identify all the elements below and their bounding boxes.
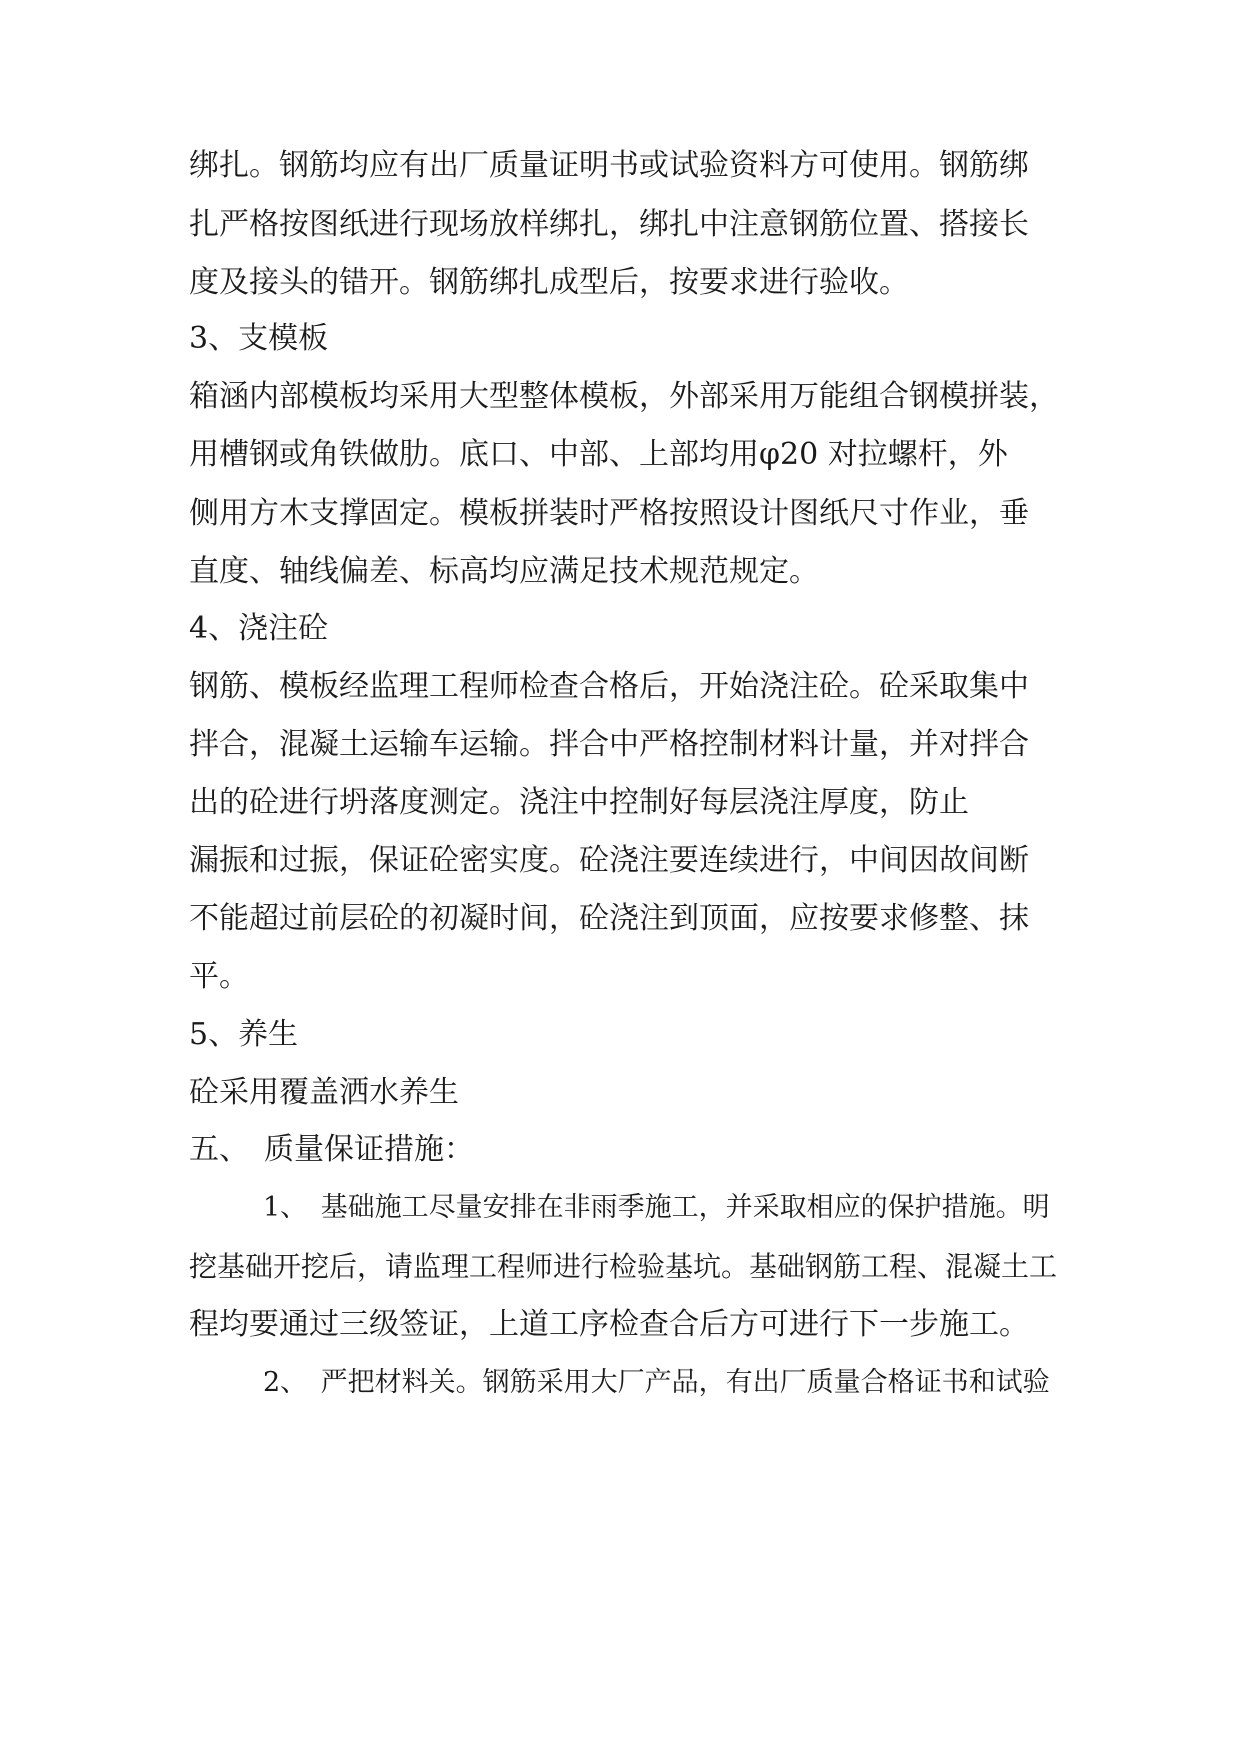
section-heading: 5、养生: [189, 1017, 299, 1052]
body-line: 扎严格按图纸进行现场放样绑扎，绑扎中注意钢筋位置、搭接长: [189, 207, 1029, 242]
body-line: 程均要通过三级签证，上道工序检查合后方可进行下一步施工。: [189, 1307, 1029, 1342]
body-line: 挖基础开挖后，请监理工程师进行检验基坑。基础钢筋工程、混凝土工: [189, 1250, 1058, 1283]
body-line: 用槽钢或角铁做肋。底口、中部、上部均用φ20 对拉螺杆，外: [189, 437, 1008, 472]
body-line: 绑扎。钢筋均应有出厂质量证明书或试验资料方可使用。钢筋绑: [189, 148, 1029, 183]
body-line: 箱涵内部模板均采用大型整体模板，外部采用万能组合钢模拼装，: [189, 379, 1059, 414]
body-line: 直度、轴线偏差、标高均应满足技术规范规定。: [189, 554, 819, 589]
body-line: 侧用方木支撑固定。模板拼装时严格按照设计图纸尺寸作业，垂: [189, 496, 1029, 531]
numbered-item: 1、 基础施工尽量安排在非雨季施工，并采取相应的保护措施。明: [263, 1192, 1050, 1223]
body-line: 出的砼进行坍落度测定。浇注中控制好每层浇注厚度，防止: [189, 785, 969, 820]
section-heading: 4、浇注砼: [189, 611, 329, 646]
numbered-item: 2、 严把材料关。钢筋采用大厂产品，有出厂质量合格证书和试验: [263, 1367, 1050, 1398]
body-line: 拌合，混凝土运输车运输。拌合中严格控制材料计量，并对拌合: [189, 727, 1029, 762]
body-line: 平。: [189, 959, 249, 994]
body-line: 漏振和过振，保证砼密实度。砼浇注要连续进行，中间因故间断: [189, 843, 1029, 878]
body-line: 不能超过前层砼的初凝时间，砼浇注到顶面，应按要求修整、抹: [189, 901, 1029, 936]
body-line: 砼采用覆盖洒水养生: [189, 1075, 459, 1110]
body-line: 度及接头的错开。钢筋绑扎成型后，按要求进行验收。: [189, 265, 909, 300]
section-heading: 3、支模板: [189, 321, 329, 356]
section-heading: 五、 质量保证措施：: [189, 1132, 474, 1167]
body-line: 钢筋、模板经监理工程师检查合格后，开始浇注砼。砼采取集中: [189, 669, 1029, 704]
